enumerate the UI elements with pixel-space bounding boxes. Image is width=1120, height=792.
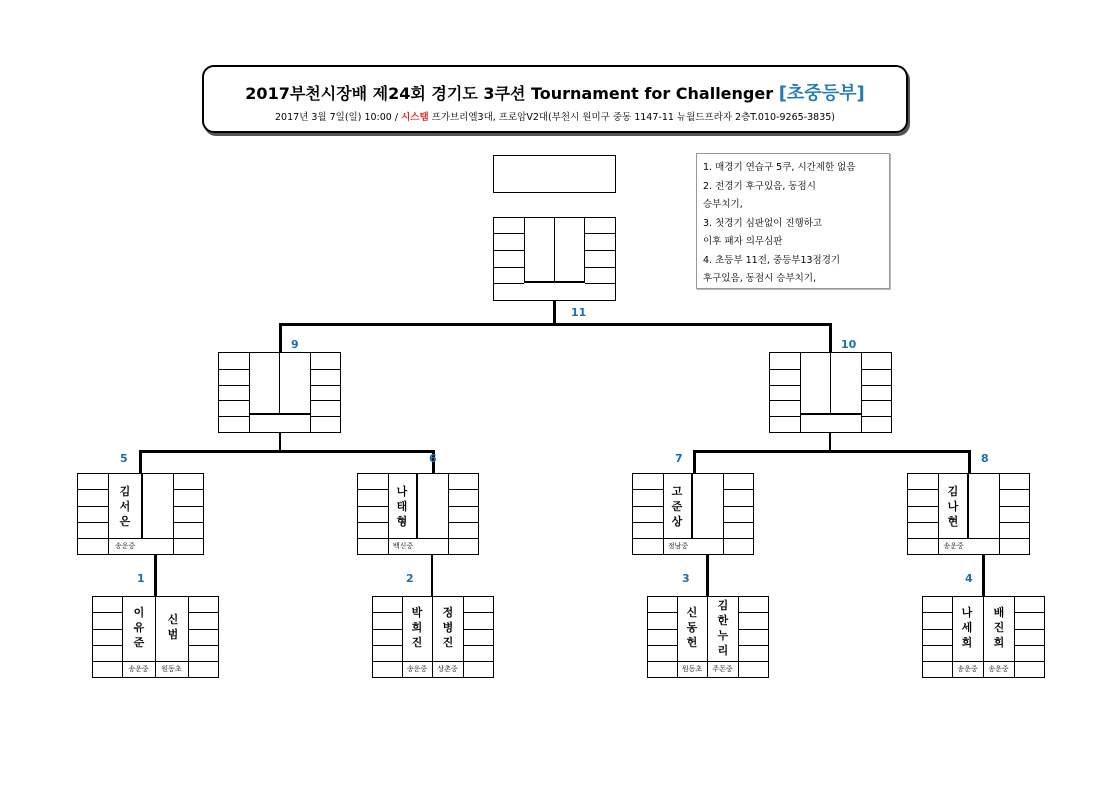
player-club: 원동초 xyxy=(161,665,182,673)
title-box xyxy=(202,65,908,133)
match-number-5: 5 xyxy=(120,452,128,465)
quarter-box-8 xyxy=(907,473,1030,555)
player-name: 김한누리 xyxy=(717,599,729,657)
player-club: 주몬중 xyxy=(712,665,733,673)
match-number-3: 3 xyxy=(682,572,690,585)
player-name: 이유준 xyxy=(133,606,145,649)
player-club: 송운중 xyxy=(957,665,978,673)
first-round-box-3 xyxy=(647,596,769,678)
match-number-8: 8 xyxy=(981,452,989,465)
player-name: 배진희 xyxy=(993,606,1005,649)
page-title xyxy=(204,79,906,105)
first-round-box-1 xyxy=(92,596,219,678)
quarter-box-6 xyxy=(357,473,479,555)
title-main: 2017부천시장배 제24회 경기도 3쿠션 Tournament for Challenger xyxy=(245,84,779,103)
player-club: 송운중 xyxy=(943,542,964,550)
note-line: 2. 전경기 후구있음, 동점시 xyxy=(703,180,816,192)
quarter-box-7 xyxy=(632,473,754,555)
match-number-2: 2 xyxy=(406,572,414,585)
title-accent: [초중등부] xyxy=(778,83,865,104)
player-name: 박희진 xyxy=(411,606,423,649)
final-match-box xyxy=(493,217,616,301)
venue-name: 시스탬 xyxy=(401,112,429,123)
player-name: 신범 xyxy=(167,613,179,641)
note-line: 이후 패자 의무심판 xyxy=(703,236,783,247)
note-line: 승부치기, xyxy=(703,199,743,210)
semifinal-box-9 xyxy=(218,352,341,433)
first-round-box-4 xyxy=(922,596,1045,678)
winner-box xyxy=(493,155,616,193)
player-club: 상촌중 xyxy=(437,665,458,673)
note-line: 1. 매경기 연습구 5쿠, 시간제한 없음 xyxy=(703,162,856,173)
match-number-1: 1 xyxy=(137,572,145,585)
player-name: 정병진 xyxy=(442,606,454,649)
player-club: 원동초 xyxy=(681,665,703,673)
player-name: 고준상 xyxy=(671,485,683,528)
match-number-11: 11 xyxy=(571,306,587,319)
note-line: 3. 첫경기 심판없이 진행하고 xyxy=(703,217,823,229)
match-number-4: 4 xyxy=(965,572,973,585)
player-club: 송운중 xyxy=(406,665,428,673)
match-number-7: 7 xyxy=(675,452,683,465)
event-details xyxy=(204,109,906,123)
player-name: 신동헌 xyxy=(686,606,698,649)
player-club: 백신중 xyxy=(392,542,414,550)
first-round-box-2 xyxy=(372,596,494,678)
player-name: 나세희 xyxy=(961,606,973,649)
match-number-6: 6 xyxy=(429,452,437,465)
player-name: 나태형 xyxy=(396,485,408,528)
note-line: 후구있음, 동점시 승부치기, xyxy=(703,273,817,284)
event-date: 2017년 3월 7일(일) 10:00 / xyxy=(275,112,402,123)
match-number-9: 9 xyxy=(291,338,299,351)
player-name: 김서은 xyxy=(119,485,131,528)
player-club: 송운중 xyxy=(128,665,149,673)
venue-details: 프가브리엘3대, 프로암V2대(부천시 원미구 중동 1147-11 뉴월드프라자 2층T.010-9265-3835) xyxy=(428,112,835,123)
player-club: 송운중 xyxy=(114,542,136,550)
match-number-10: 10 xyxy=(841,338,857,351)
player-club: 정남중 xyxy=(667,542,689,550)
semifinal-box-10 xyxy=(769,352,892,433)
quarter-box-5 xyxy=(77,473,204,555)
player-name: 김나현 xyxy=(947,485,959,528)
note-line: 4. 초등부 11전, 중등부13점경기 xyxy=(703,254,841,266)
rules-notes xyxy=(696,153,890,289)
player-club: 송운중 xyxy=(988,665,1009,673)
